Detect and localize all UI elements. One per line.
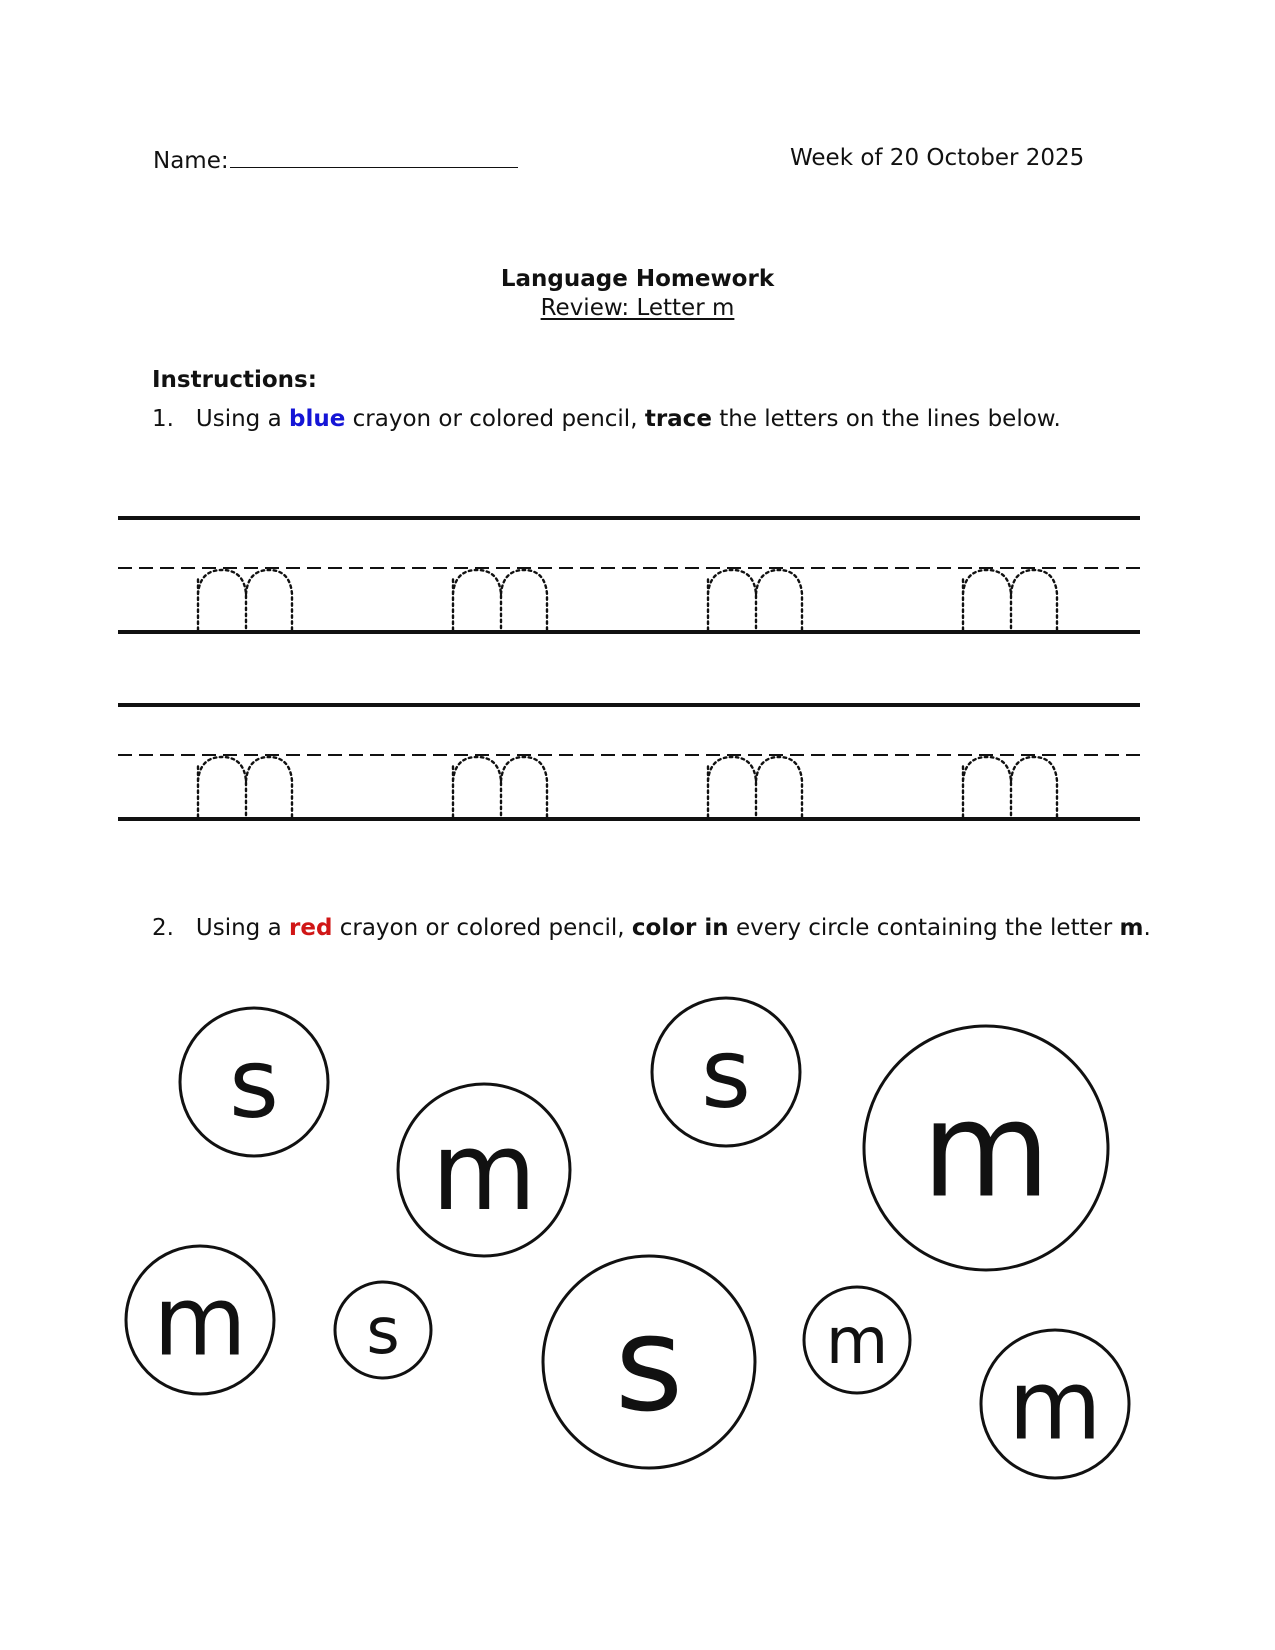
- instruction-step-2: 2. Using a red crayon or colored pencil, color in every circle containing the letter m.: [152, 915, 1151, 941]
- week-label: Week of 20 October 2025: [790, 145, 1085, 171]
- letter-circle-s[interactable]: [543, 1256, 755, 1468]
- instruction-step-1: 1. Using a blue crayon or colored pencil, trace the letters on the lines below.: [152, 406, 1061, 432]
- circle-letter: m: [921, 1073, 1051, 1228]
- color-word-blue: blue: [289, 406, 346, 432]
- letter-circle-m[interactable]: [398, 1084, 570, 1256]
- page-title: Language Homework: [500, 266, 775, 292]
- letter-circles-area: [0, 980, 1275, 1500]
- circle-letter: s: [366, 1295, 400, 1370]
- color-word-red: red: [289, 915, 333, 941]
- traceable-letter-m[interactable]: [708, 570, 802, 630]
- circle-letter: s: [614, 1287, 684, 1442]
- circle-letter: m: [431, 1109, 537, 1235]
- letter-circle-s[interactable]: [180, 1008, 328, 1156]
- letter-circle-m[interactable]: [864, 1026, 1108, 1270]
- tracing-row[interactable]: [118, 705, 1140, 819]
- letter-circle-m[interactable]: [981, 1330, 1129, 1478]
- traceable-letter-m[interactable]: [198, 757, 292, 817]
- traceable-letter-m[interactable]: [708, 757, 802, 817]
- letter-circle-m[interactable]: [804, 1287, 910, 1393]
- traceable-letter-m[interactable]: [198, 570, 292, 630]
- tracing-row[interactable]: [118, 518, 1140, 632]
- name-label: Name:: [153, 148, 229, 174]
- traceable-letter-m[interactable]: [963, 757, 1057, 817]
- letter-circle-m[interactable]: [126, 1246, 274, 1394]
- traceable-letter-m[interactable]: [453, 570, 547, 630]
- instructions-heading: Instructions:: [152, 367, 317, 393]
- traceable-letter-m[interactable]: [453, 757, 547, 817]
- traceable-letter-m[interactable]: [963, 570, 1057, 630]
- letter-circle-s[interactable]: [335, 1282, 431, 1378]
- subtitle-text: Review: Letter m: [540, 295, 735, 321]
- circle-letter: m: [1008, 1349, 1102, 1462]
- circle-letter: s: [700, 1017, 752, 1130]
- letter-circle-s[interactable]: [652, 998, 800, 1146]
- circle-letter: m: [153, 1265, 247, 1378]
- circle-letter: m: [825, 1305, 889, 1380]
- circle-letter: s: [228, 1027, 280, 1140]
